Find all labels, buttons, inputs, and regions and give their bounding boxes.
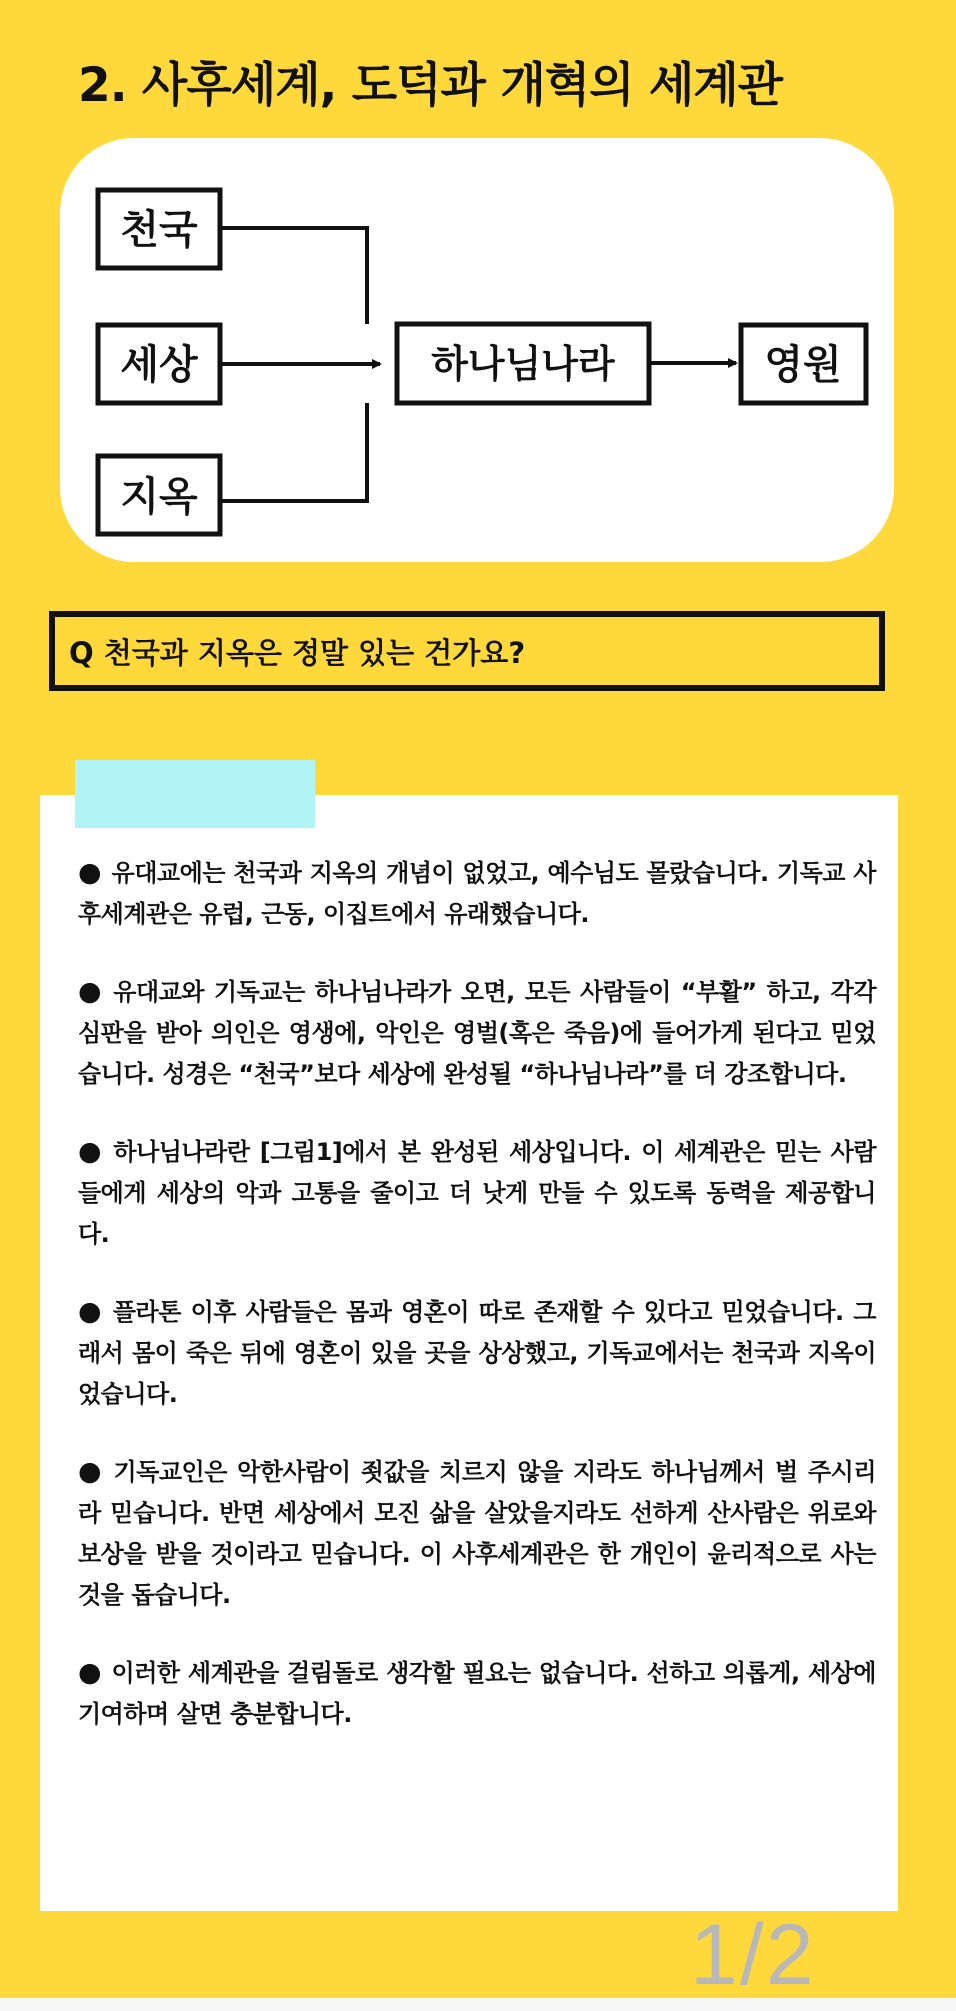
answer-paragraph-text: 기독교인은 악한사람이 죗값을 치르지 않을 지라도 하나님께서 벌 주시리라 믿습니다. 반면 세상에서 모진 삶을 살았을지라도 선하게 산사람은 위로와 보상을 받을 것이라고 믿습니다. 이 사후세계관은 한 개인이 윤리적으로 사는 것을 돕습니다. (78, 1458, 876, 1609)
page-number: 1/2 (690, 1907, 816, 2003)
answer-paragraph (78, 1652, 876, 1735)
answer-tab-decoration (75, 760, 315, 828)
bullet-icon: ● (78, 1657, 102, 1688)
question-box (49, 611, 885, 691)
bullet-icon: ● (78, 857, 102, 888)
node-world-label: 세상 (120, 342, 198, 388)
answer-paragraph-text: 하나님나라란 [그림1]에서 본 완성된 세상입니다. 이 세계관은 믿는 사람들에게 세상의 악과 고통을 줄이고 더 낫게 만들 수 있도록 동력을 제공합니다. (78, 1138, 877, 1248)
node-eternity-label: 영원 (764, 342, 842, 388)
answer-paragraph-text: 플라톤 이후 사람들은 몸과 영혼이 따로 존재할 수 있다고 믿었습니다. 그래서 몸이 죽은 뒤에 영혼이 있을 곳을 상상했고, 기독교에서는 천국과 지옥이었습니다. (78, 1298, 876, 1408)
answer-paragraph (78, 1131, 876, 1255)
bullet-icon: ● (78, 1296, 103, 1327)
connector-heaven (220, 228, 367, 324)
answer-paragraph (78, 1451, 876, 1616)
answer-paragraph (78, 971, 876, 1095)
node-kingdom (397, 324, 649, 403)
answer-paragraph (78, 852, 876, 935)
answer-paragraph (78, 1291, 876, 1415)
node-hell-label: 지옥 (120, 474, 198, 520)
answer-paragraph-text: 유대교에는 천국과 지옥의 개념이 없었고, 예수님도 몰랐습니다. 기독교 사후세계관은 유럽, 근동, 이집트에서 유래했습니다. (78, 859, 876, 928)
diagram-card (60, 138, 894, 562)
answer-paragraph-text: 이러한 세계관을 걸림돌로 생각할 필요는 없습니다. 선하고 의롭게, 세상에 기여하며 살면 충분합니다. (78, 1659, 876, 1728)
answer-paragraph-text: 유대교와 기독교는 하나님나라가 오면, 모든 사람들이 “부활” 하고, 각각 심판을 받아 의인은 영생에, 악인은 영벌(혹은 죽음)에 들어가게 된다고 믿었습니다. 성경은 “천국”보다 세상에 완성될 “하나님나라”를 더 강조합니다. (78, 978, 877, 1088)
bullet-icon: ● (78, 976, 104, 1007)
question-text: Q 천국과 지옥은 정말 있는 건가요? (69, 635, 526, 670)
node-hell (98, 456, 220, 534)
node-eternity (741, 325, 866, 403)
node-kingdom-label: 하나님나라 (431, 342, 615, 386)
node-heaven-label: 천국 (120, 207, 198, 253)
connector-hell (220, 403, 367, 501)
node-world (98, 325, 220, 403)
afterlife-diagram (60, 138, 894, 562)
page-title: 2. 사후세계, 도덕과 개혁의 세계관 (78, 58, 783, 113)
bullet-icon: ● (78, 1136, 104, 1167)
node-heaven (98, 190, 220, 268)
bullet-icon: ● (78, 1456, 104, 1487)
answer-paragraphs (78, 852, 876, 1771)
